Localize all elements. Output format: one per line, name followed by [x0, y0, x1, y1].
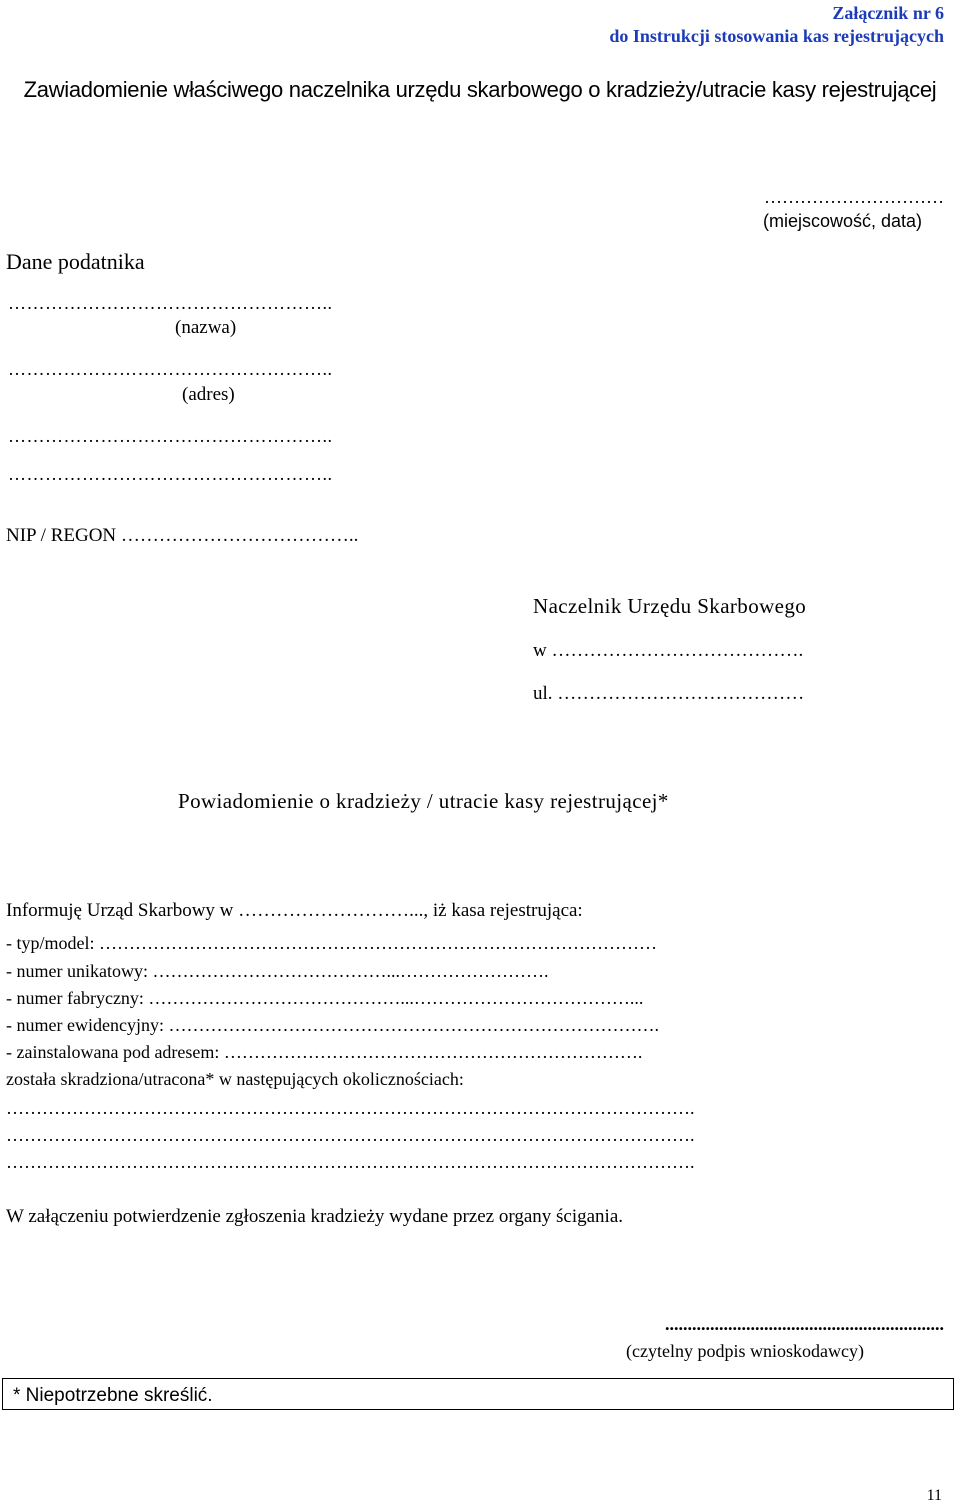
- notice-intro: Informuję Urząd Skarbowy w ………………………..., iż kasa rejestrująca:: [6, 900, 583, 921]
- annex-label: Załącznik nr 6: [832, 3, 944, 23]
- taxpayer-address-field-3: ……………………………………………..: [8, 464, 333, 484]
- unique-number-field: - numer unikatowy: …………………………………...…………………….: [6, 961, 549, 981]
- circumstances-field-3: …………………………………………………………………………………………………….: [6, 1152, 695, 1172]
- circumstances-label: została skradziona/utracona* w następujących okolicznościach:: [6, 1069, 464, 1089]
- nip-regon-field: NIP / REGON ………………………………..: [6, 525, 359, 546]
- taxpayer-address-field-2: ……………………………………………..: [8, 426, 333, 446]
- signature-field: ..............................................................: [665, 1314, 944, 1334]
- tax-office-street-field: ul. …………………………………: [533, 683, 805, 704]
- taxpayer-address-label: (adres): [182, 384, 235, 405]
- circumstances-field-1: …………………………………………………………………………………………………….: [6, 1098, 695, 1118]
- taxpayer-name-label: (nazwa): [175, 317, 237, 338]
- taxpayer-name-field: ……………………………………………..: [8, 293, 333, 313]
- footnote-text: * Niepotrzebne skreślić.: [13, 1385, 213, 1406]
- taxpayer-address-field: ……………………………………………..: [8, 359, 333, 379]
- install-address-field: - zainstalowana pod adresem: …………………………………………………………….: [6, 1042, 643, 1062]
- attachment-note: W załączeniu potwierdzenie zgłoszenia kradzieży wydane przez organy ścigania.: [6, 1206, 624, 1227]
- signature-label: (czytelny podpis wnioskodawcy): [626, 1341, 864, 1361]
- document-title: Zawiadomienie właściwego naczelnika urzędu skarbowego o kradzieży/utracie kasy rejestrującej: [23, 77, 937, 102]
- annex-subtitle: do Instrukcji stosowania kas rejestrujących: [609, 26, 944, 46]
- place-date-field: …………………………: [764, 187, 944, 207]
- footnote-box: [2, 1378, 954, 1410]
- registration-number-field: - numer ewidencyjny: ……………………………………………………………………….: [6, 1015, 659, 1035]
- place-date-label: (miejscowość, data): [762, 211, 922, 231]
- page-number: 11: [926, 1487, 942, 1504]
- notice-title: Powiadomienie o kradzieży / utracie kasy rejestrującej*: [178, 789, 669, 813]
- tax-office-city-field: w ………………………………….: [533, 640, 804, 661]
- cash-register-model-field: - typ/model: …………………………………………………………………………………: [6, 933, 657, 953]
- tax-office-heading: Naczelnik Urzędu Skarbowego: [533, 594, 807, 618]
- factory-number-field: - numer fabryczny: ……………………………………...………………………………...: [6, 988, 644, 1008]
- taxpayer-heading: Dane podatnika: [6, 249, 145, 274]
- circumstances-field-2: …………………………………………………………………………………………………….: [6, 1125, 695, 1145]
